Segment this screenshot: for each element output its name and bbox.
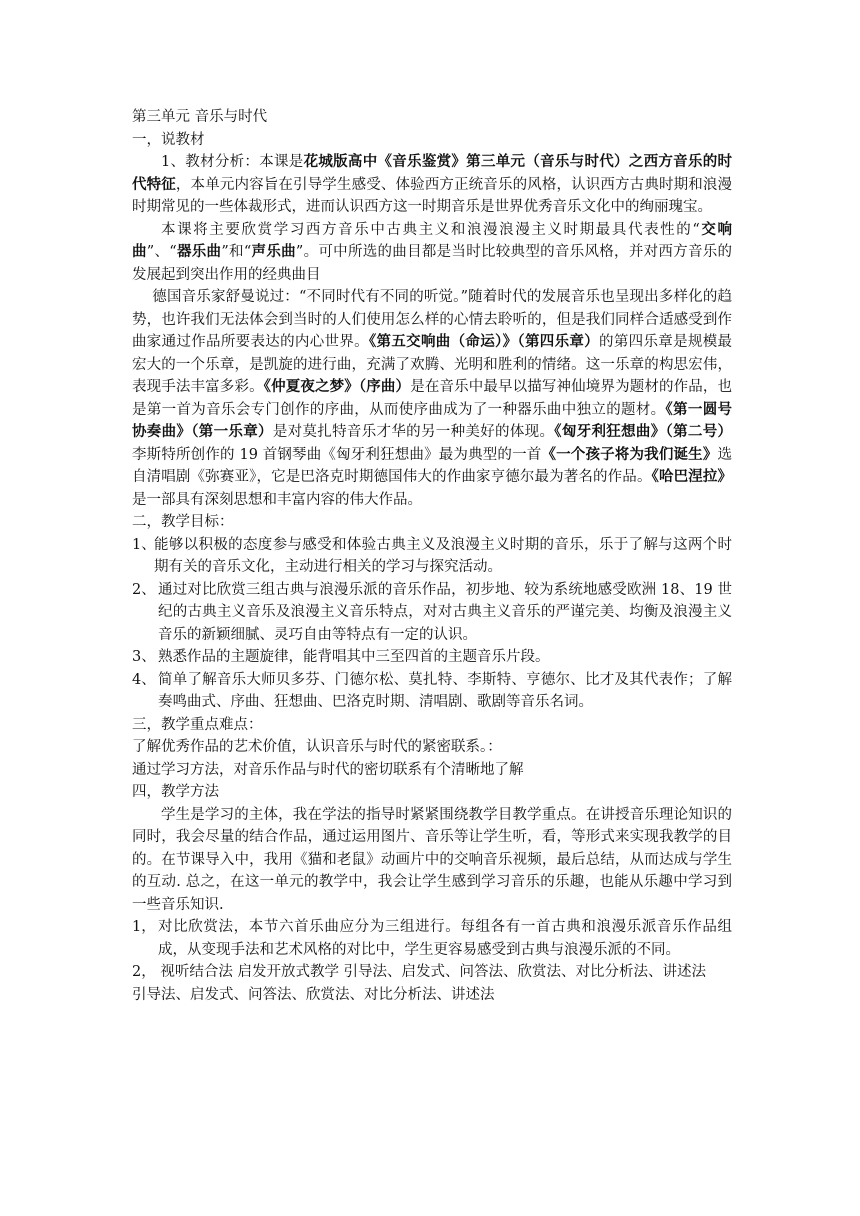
section-heading-2: 二，教学目标：: [132, 514, 234, 530]
text-run: 1、教材分析：本课是: [161, 154, 304, 170]
bold-run: 《一个孩子将为我们诞生》: [541, 445, 718, 463]
document-page: [132, 106, 732, 1006]
item-number: 4、: [132, 671, 156, 688]
item-text: 简单了解音乐大师贝多芬、门德尔松、莫扎特、李斯特、亨德尔、比才及其代表作；了解奏鸣曲式、序曲、狂想曲、巴洛克时期、清唱剧、歌剧等音乐名词。: [158, 671, 732, 710]
key-point-line: 通过学习方法，对音乐作品与时代的密切联系有个清晰地了解: [132, 761, 524, 778]
paragraph-works-overview: [132, 286, 732, 511]
bold-run: 花城版高中《音乐鉴赏》第三单元（音乐与时代）之西方音乐的时代特征: [132, 153, 732, 193]
bold-run: 《第一圆号协奏曲》（第一乐章）: [132, 400, 733, 440]
bold-run: 声乐曲: [251, 243, 296, 260]
text-run: ”。可中所选的曲目都是当时比较典型的音乐风格，并对西方音乐的发展起到突出作用的经典曲目: [132, 244, 733, 283]
item-text: 能够以积极的态度参与感受和体验古典主义及浪漫主义时期的音乐，乐于了解与这两个时期有关的音乐文化，主动进行相关的学习与探究活动。: [154, 536, 732, 575]
section-heading-3: 三，教学重点难点：: [132, 716, 263, 733]
text-run: 是在音乐中最早以描写神仙境界为题材的作品，也是第一首为音乐会专门创作的序曲，从而使序曲成为了一种器乐曲中独立的题材。: [132, 379, 733, 418]
bold-run: 《第五交响曲（命运）》（第四乐章）: [368, 333, 600, 350]
paragraph-teaching-method: 学生是学习的主体，我在学法的指导时紧紧围绕教学目教学重点。在讲授音乐理论知识的同时，我会尽量的结合作品，通过运用图片、音乐等让学生听，看，等形式来实现我教学的目的。在节课导入中，我用《猫和老鼠》动画片中的交响音乐视频，最后总结，从而达成与学生的互动. 总之，在这一单元的教学中，我会让学生感到学习音乐的乐趣，也能从乐趣中学习到一些音乐知识.: [132, 806, 732, 913]
item-text: 对比欣赏法，本节六首乐曲应分为三组进行。每组各有一首古典和浪漫乐派音乐作品组成，从变现手法和艺术风格的对比中，学生更容易感受到古典与浪漫乐派的不同。: [158, 919, 732, 958]
text-run: ”和“: [221, 244, 252, 260]
item-text: 通过对比欣赏三组古典与浪漫乐派的音乐作品，初步地、较为系统地感受欧洲 18、19 世纪的古典主义音乐及浪漫主义音乐特点，对对古典主义音乐的严谨完美、均衡及浪漫主义音乐的新颖细腻、灵巧自由等特点有一定的认识。: [158, 581, 732, 643]
text-run: 是一部具有深刻思想和丰富内容的伟大作品。: [132, 491, 422, 508]
objective-item: [132, 646, 732, 669]
item-number: 2、: [132, 581, 156, 598]
method-item-line: 引导法、启发式、问答法、欣赏法、对比分析法、讲述法: [132, 986, 495, 1003]
text-run: 李斯特所创作的 19 首钢琴曲《匈牙利狂想曲》最为典型的一首: [132, 446, 542, 463]
text-run: 德国音乐家舒曼说过：“不同时代有不同的听觉。”随着时代的发展音乐也呈现出多样化的趋势，也许我们无法体会到当时的人们使用怎么样的心情去聆听的，但是我们同样合适感受到作曲家通过作品所要表达的内心世界。: [132, 289, 732, 350]
item-number: 1，: [132, 919, 156, 935]
text-run: 是对莫扎特音乐才华的另一种美好的体现。: [272, 424, 555, 440]
section-heading-1: 一，说教材: [132, 131, 205, 148]
bold-run: 《匈牙利狂想曲》（第二号）: [554, 423, 733, 440]
objective-item: [132, 579, 732, 647]
method-item-line: 2， 视听结合法 启发开放式教学 引导法、启发式、问答法、欣赏法、对比分析法、讲述法: [132, 964, 707, 980]
text-run: 本课将主要欣赏学习西方音乐中古典主义和浪漫浪漫主义时期最具代表性的“: [161, 221, 700, 238]
item-text: 熟悉作品的主题旋律，能背唱其中三至四首的主题音乐片段。: [158, 649, 550, 665]
bold-run: 《哈巴涅拉》: [651, 468, 732, 485]
item-number: 3、: [132, 649, 156, 665]
method-item: [132, 916, 732, 961]
objective-item: [132, 534, 732, 579]
item-number: 1、: [132, 536, 156, 553]
paragraph-course-content: [132, 219, 732, 287]
bold-run: 《仲夏夜之梦》（序曲）: [263, 378, 411, 395]
text-run: ，本单元内容旨在引导学生感受、体验西方正统音乐的风格，认识西方古典时期和浪漫时期常见的一些体裁形式，进而认识西方这一时期音乐是世界优秀音乐文化中的绚丽瑰宝。: [132, 176, 733, 215]
bold-run: 交响曲: [132, 220, 733, 260]
text-run: 的第四乐章是规模最宏大的一个乐章，是凯旋的进行曲，充满了欢腾、光明和胜利的情绪。这一乐章的构思宏伟，表现手法丰富多彩。: [132, 334, 733, 395]
paragraph-textbook-analysis: [132, 151, 732, 219]
text-run: 选自清唱剧《弥赛亚》，它是巴洛克时期德国伟大的作曲家亨德尔最为著名的作品。: [132, 446, 733, 485]
text-run: ”、“: [146, 244, 177, 260]
unit-title: 第三单元 音乐与时代: [132, 109, 268, 125]
bold-run: 器乐曲: [176, 243, 222, 260]
key-point-line: 了解优秀作品的艺术价值，认识音乐与时代的紧密联系。：: [132, 739, 502, 755]
objective-item: [132, 669, 732, 714]
section-heading-4: 四，教学方法: [132, 784, 219, 800]
